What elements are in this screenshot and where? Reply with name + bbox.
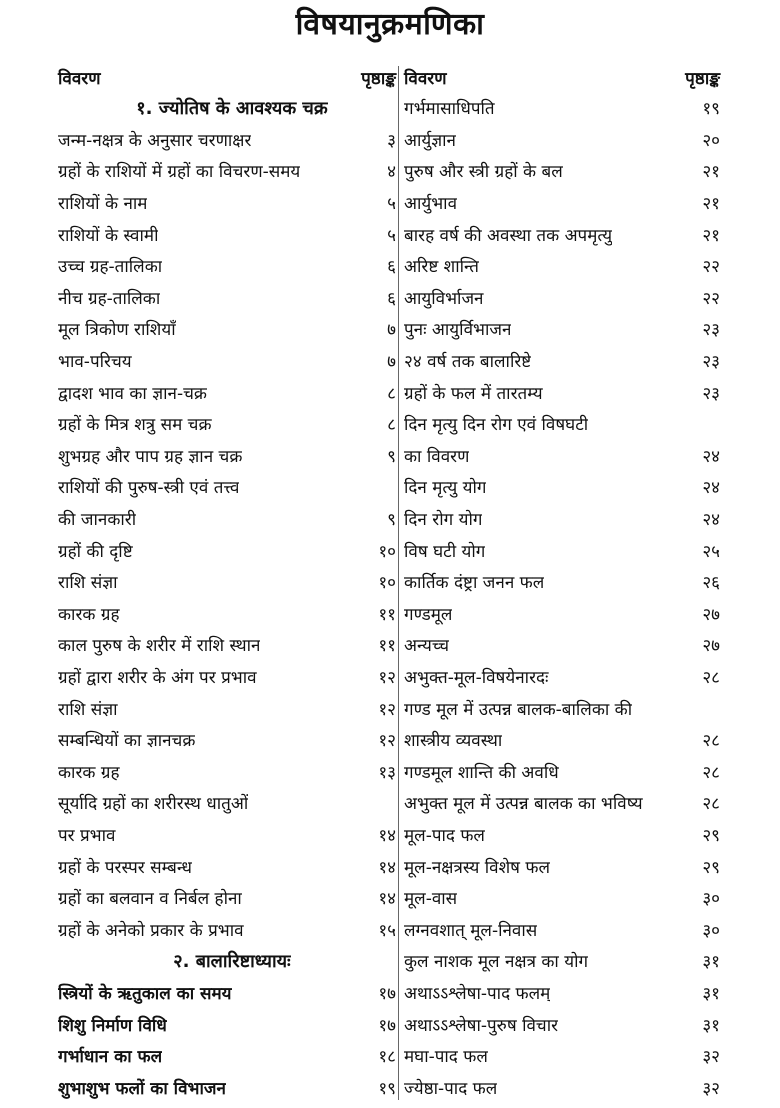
entry-title: ग्रहों की दृष्टि xyxy=(58,541,133,562)
page-number: ४ xyxy=(387,162,396,183)
page-number: २० xyxy=(702,130,720,151)
toc-entry xyxy=(58,534,396,566)
entry-title: गण्डमूल शान्ति की अवधि xyxy=(404,762,559,783)
toc-entry xyxy=(58,1040,396,1072)
entry-title: गण्डमूल xyxy=(404,604,453,625)
toc-entry xyxy=(404,471,720,503)
toc-entry xyxy=(404,440,720,472)
page-number: २८ xyxy=(702,794,720,815)
page-number: १७ xyxy=(378,983,396,1004)
entry-title: ग्रहों के फल में तारतम्य xyxy=(404,383,543,404)
page-number: १० xyxy=(378,541,396,562)
toc-entry xyxy=(404,724,720,756)
entry-title: आर्युभाव xyxy=(404,194,458,215)
entry-title: सूर्यादि ग्रहों का शरीरस्थ धातुओं xyxy=(58,794,249,815)
page-number: ३ xyxy=(387,130,396,151)
entry-title: नीच ग्रह-तालिका xyxy=(58,288,161,309)
entry-title: अभुक्त-मूल-विषयेनारदः xyxy=(404,667,549,688)
entry-title: गण्ड मूल में उत्पन्न बालक-बालिका की xyxy=(404,699,633,720)
page-number: २९ xyxy=(702,857,720,878)
entry-title: गर्भमासाधिपति xyxy=(404,99,495,120)
page-number: ११ xyxy=(378,636,396,657)
page-number: २८ xyxy=(702,667,720,688)
toc-entry xyxy=(58,598,396,630)
left-column-header xyxy=(58,62,396,92)
page-number: ३१ xyxy=(702,983,720,1004)
toc-entry xyxy=(58,977,396,1009)
toc-entry xyxy=(404,313,720,345)
page-number: १४ xyxy=(378,825,396,846)
entry-title: की जानकारी xyxy=(58,510,137,531)
entry-title: राशियों के स्वामी xyxy=(58,225,159,246)
page-number: २२ xyxy=(702,257,720,278)
entry-title: द्वादश भाव का ज्ञान-चक्र xyxy=(58,383,207,404)
page-number: ६ xyxy=(387,257,396,278)
entry-title: ग्रहों के अनेको प्रकार के प्रभाव xyxy=(58,920,244,941)
page-number-header: पृष्ठाङ्क xyxy=(685,68,720,89)
entry-title: ग्रहों के मित्र शत्रु सम चक्र xyxy=(58,415,212,436)
entry-title: राशियों के नाम xyxy=(58,194,148,215)
page-number: ११ xyxy=(378,604,396,625)
toc-entry xyxy=(58,724,396,756)
description-header: विवरण xyxy=(404,68,447,89)
entry-title: कारक ग्रह xyxy=(58,604,120,625)
entry-title: दिन मृत्यु दिन रोग एवं विषघटी xyxy=(404,415,589,436)
entry-title: सम्बन्धियों का ज्ञानचक्र xyxy=(58,731,196,752)
page-number: ५ xyxy=(387,225,396,246)
toc-entry xyxy=(404,945,720,977)
entry-title: शुभाशुभ फलों का विभाजन xyxy=(58,1078,226,1099)
page-number: २३ xyxy=(702,352,720,373)
toc-entry xyxy=(404,913,720,945)
page-number: ३१ xyxy=(702,1015,720,1036)
entry-title: शुभग्रह और पाप ग्रह ज्ञान चक्र xyxy=(58,446,243,467)
right-column-header xyxy=(404,62,720,92)
toc-entry xyxy=(404,1040,720,1072)
entry-title: अरिष्ट शान्ति xyxy=(404,257,479,278)
page-number: ८ xyxy=(387,383,396,404)
entry-title: मूल-नक्षत्रस्य विशेष फल xyxy=(404,857,550,878)
toc-entry xyxy=(404,1008,720,1040)
entry-title: मूल-वास xyxy=(404,889,458,910)
entry-title: १. ज्योतिष के आवश्यक चक्र xyxy=(136,97,328,119)
toc-entry xyxy=(404,376,720,408)
page-number: २९ xyxy=(702,825,720,846)
entry-title: पर प्रभाव xyxy=(58,825,116,846)
entry-title: ज्येष्ठा-पाद फल xyxy=(404,1078,498,1099)
entry-title: जन्म-नक्षत्र के अनुसार चरणाक्षर xyxy=(58,130,252,151)
toc-entry xyxy=(58,819,396,851)
entry-title: कार्तिक दंष्ट्रा जनन फल xyxy=(404,573,545,594)
page-number: १० xyxy=(378,573,396,594)
toc-entry xyxy=(404,250,720,282)
entry-title: शिशु निर्माण विधि xyxy=(58,1015,167,1036)
entry-title: दिन रोग योग xyxy=(404,510,483,531)
page-number: २८ xyxy=(702,762,720,783)
page-number: २६ xyxy=(702,573,720,594)
entry-title: बारह वर्ष की अवस्था तक अपमृत्यु xyxy=(404,225,613,246)
toc-list-left xyxy=(58,92,396,1103)
page-number: १८ xyxy=(378,1047,396,1068)
page-number: २७ xyxy=(702,636,720,657)
entry-title: कुल नाशक मूल नक्षत्र का योग xyxy=(404,952,589,973)
toc-entry xyxy=(58,218,396,250)
toc-entry xyxy=(58,503,396,535)
entry-title: मूल-पाद फल xyxy=(404,825,485,846)
toc-entry xyxy=(58,661,396,693)
toc-entry xyxy=(404,503,720,535)
entry-title: आर्युज्ञान xyxy=(404,130,456,151)
entry-title: पुरुष और स्त्री ग्रहों के बल xyxy=(404,162,563,183)
toc-entry xyxy=(404,566,720,598)
page-number: १२ xyxy=(378,699,396,720)
entry-title: का विवरण xyxy=(404,446,470,467)
toc-entry xyxy=(404,1071,720,1103)
toc-entry xyxy=(58,313,396,345)
toc-entry xyxy=(58,124,396,156)
page-number: ७ xyxy=(387,320,396,341)
page-number-header: पृष्ठाङ्क xyxy=(361,68,396,89)
entry-title: राशि संज्ञा xyxy=(58,699,118,720)
entry-title: भाव-परिचय xyxy=(58,352,132,373)
toc-entry xyxy=(404,345,720,377)
page-number: १४ xyxy=(378,857,396,878)
toc-entry xyxy=(404,819,720,851)
page-number: २३ xyxy=(702,383,720,404)
toc-entry xyxy=(404,534,720,566)
page-number: २४ xyxy=(702,446,720,467)
toc-list-right xyxy=(404,92,720,1103)
toc-entry xyxy=(404,598,720,630)
page-number: २७ xyxy=(702,604,720,625)
entry-title: राशियों की पुरुष-स्त्री एवं तत्त्व xyxy=(58,478,240,499)
entry-title: २४ वर्ष तक बालारिष्टे xyxy=(404,352,532,373)
entry-title: पुनः आयुर्विभाजन xyxy=(404,320,512,341)
entry-title: ग्रहों का बलवान व निर्बल होना xyxy=(58,889,242,910)
column-divider xyxy=(398,66,399,1100)
page-number: १२ xyxy=(378,731,396,752)
toc-entry xyxy=(58,913,396,945)
entry-title: दिन मृत्यु योग xyxy=(404,478,487,499)
toc-entry xyxy=(58,566,396,598)
page-number: ३२ xyxy=(702,1047,720,1068)
toc-entry xyxy=(404,977,720,1009)
toc-entry xyxy=(404,882,720,914)
toc-entry xyxy=(404,408,720,440)
entry-title: गर्भाधान का फल xyxy=(58,1047,163,1068)
entry-title: शास्त्रीय व्यवस्था xyxy=(404,731,503,752)
toc-entry xyxy=(58,692,396,724)
toc-entry xyxy=(58,155,396,187)
toc-entry xyxy=(404,850,720,882)
entry-title: २. बालारिष्टाध्यायः xyxy=(173,950,291,972)
toc-entry xyxy=(404,218,720,250)
description-header: विवरण xyxy=(58,68,101,89)
page-number: ३० xyxy=(702,920,720,941)
toc-entry xyxy=(404,155,720,187)
toc-entry xyxy=(404,282,720,314)
entry-title: उच्च ग्रह-तालिका xyxy=(58,257,163,278)
page-number: १३ xyxy=(378,762,396,783)
page-number: ३१ xyxy=(702,952,720,973)
section-heading xyxy=(58,945,396,977)
entry-title: मूल त्रिकोण राशियाँ xyxy=(58,320,176,341)
page-number: १९ xyxy=(702,99,720,120)
entry-title: स्त्रियों के ऋतुकाल का समय xyxy=(58,983,232,1004)
toc-entry xyxy=(58,282,396,314)
toc-entry xyxy=(58,850,396,882)
entry-title: लग्नवशात् मूल-निवास xyxy=(404,920,538,941)
page-number: २३ xyxy=(702,320,720,341)
toc-entry xyxy=(404,124,720,156)
toc-entry xyxy=(58,187,396,219)
entry-title: विष घटी योग xyxy=(404,541,486,562)
toc-entry xyxy=(58,1008,396,1040)
toc-entry xyxy=(58,629,396,661)
toc-entry xyxy=(58,408,396,440)
page-number: २५ xyxy=(702,541,720,562)
toc-entry xyxy=(404,692,720,724)
page-number: ९ xyxy=(387,446,396,467)
page-number: ७ xyxy=(387,352,396,373)
toc-entry xyxy=(404,92,720,124)
toc-entry xyxy=(58,376,396,408)
toc-entry xyxy=(58,882,396,914)
toc-entry xyxy=(58,471,396,503)
page-number: २२ xyxy=(702,288,720,309)
toc-entry xyxy=(58,1071,396,1103)
toc-entry xyxy=(404,661,720,693)
toc-entry xyxy=(404,187,720,219)
entry-title: अथाऽऽश्लेषा-पाद फलम् xyxy=(404,983,551,1004)
page-number: २१ xyxy=(702,225,720,246)
toc-entry xyxy=(404,755,720,787)
page-number: २४ xyxy=(702,478,720,499)
page-number: ३२ xyxy=(702,1078,720,1099)
toc-entry xyxy=(404,629,720,661)
page-number: २४ xyxy=(702,510,720,531)
page-number: १४ xyxy=(378,889,396,910)
toc-entry xyxy=(58,755,396,787)
entry-title: अभुक्त मूल में उत्पन्न बालक का भविष्य xyxy=(404,794,643,815)
entry-title: ग्रहों के परस्पर सम्बन्ध xyxy=(58,857,193,878)
page-number: २८ xyxy=(702,731,720,752)
toc-entry xyxy=(58,345,396,377)
entry-title: कारक ग्रह xyxy=(58,762,120,783)
page-number: २१ xyxy=(702,162,720,183)
page-number: ३० xyxy=(702,889,720,910)
entry-title: काल पुरुष के शरीर में राशि स्थान xyxy=(58,636,261,657)
entry-title: आयुविर्भाजन xyxy=(404,288,484,309)
left-column xyxy=(58,62,396,1103)
page-number: ८ xyxy=(387,415,396,436)
toc-entry xyxy=(404,787,720,819)
right-column xyxy=(404,62,720,1103)
entry-title: राशि संज्ञा xyxy=(58,573,118,594)
page-number: १२ xyxy=(378,667,396,688)
toc-entry xyxy=(58,787,396,819)
page-number: १७ xyxy=(378,1015,396,1036)
toc-entry xyxy=(58,440,396,472)
entry-title: मघा-पाद फल xyxy=(404,1047,488,1068)
entry-title: ग्रहों द्वारा शरीर के अंग पर प्रभाव xyxy=(58,667,257,688)
page-number: १५ xyxy=(378,920,396,941)
page-title: विषयानुक्रमणिका xyxy=(295,7,485,42)
entry-title: अन्यच्च xyxy=(404,636,450,657)
page-number: २१ xyxy=(702,194,720,215)
toc-entry xyxy=(58,250,396,282)
page-number: ६ xyxy=(387,288,396,309)
page-number: ९ xyxy=(387,510,396,531)
page-number: ५ xyxy=(387,194,396,215)
entry-title: अथाऽऽश्लेषा-पुरुष विचार xyxy=(404,1015,559,1036)
section-heading xyxy=(58,92,396,124)
entry-title: ग्रहों के राशियों में ग्रहों का विचरण-समय xyxy=(58,162,301,183)
page-number: १९ xyxy=(378,1078,396,1099)
